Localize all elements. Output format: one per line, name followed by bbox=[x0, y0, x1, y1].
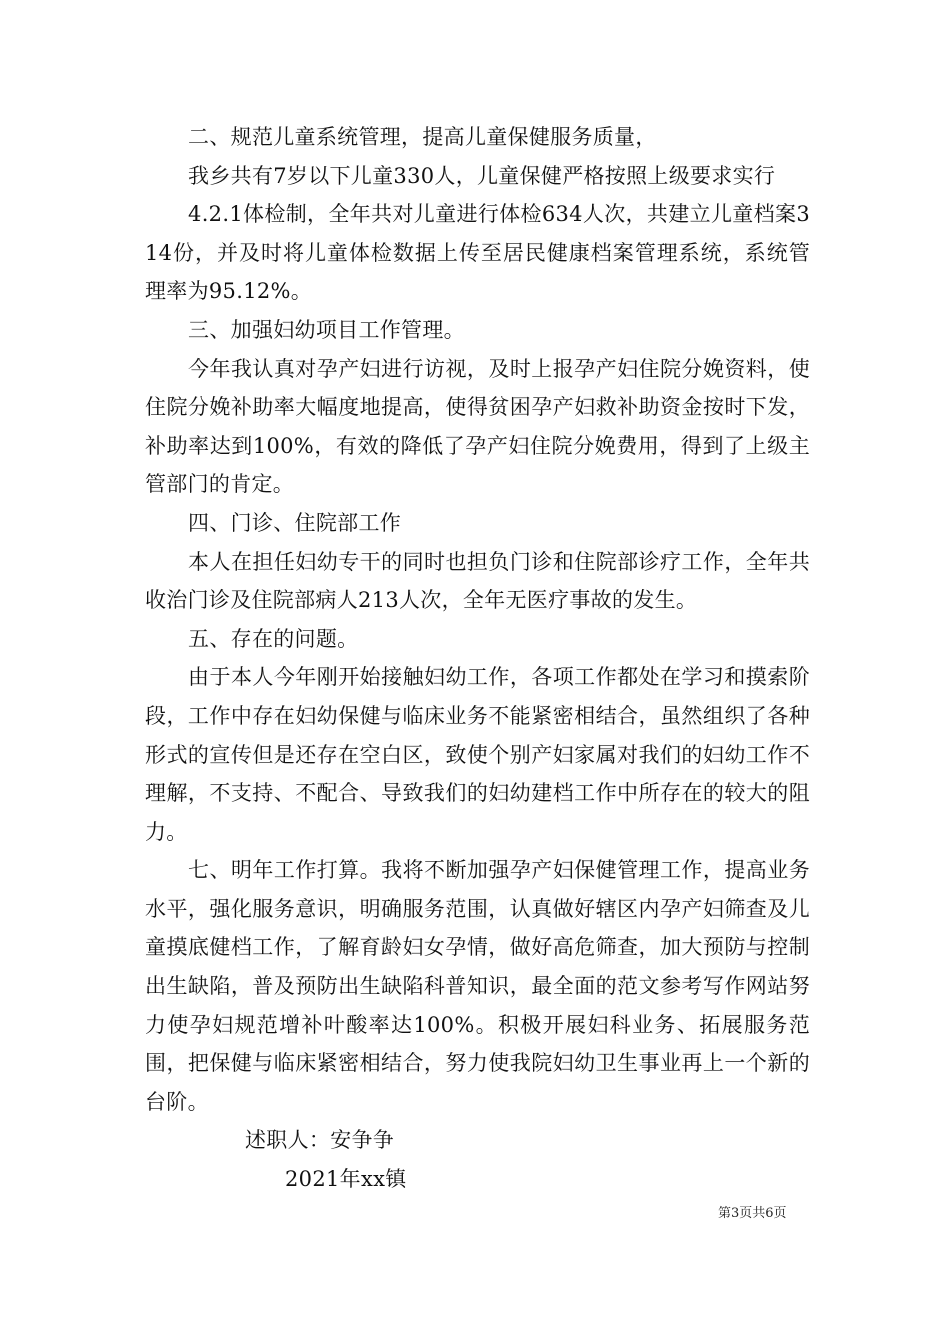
section-heading-children: 二、规范儿童系统管理，提高儿童保健服务质量， bbox=[188, 125, 657, 149]
document-body bbox=[145, 118, 810, 1199]
paragraph-children-checkup: 4.2.1体检制，全年共对儿童进行体检634人次，共建立儿童档案314份，并及时将儿童体检数据上传至居民健康档案管理系统，系统管理率为95.12%。 bbox=[145, 202, 810, 304]
paragraph-next-year-plan: 七、明年工作打算。我将不断加强孕产妇保健管理工作，提高业务水平，强化服务意识，明确服务范围，认真做好辖区内孕产妇筛查及儿童摸底健档工作，了解育龄妇女孕情，做好高危筛查，加大预防与控制出生缺陷，普及预防出生缺陷科普知识，最全面的范文参考写作网站努力使孕妇规范增补叶酸率达100%。积极开展妇科业务、拓展服务范围，把保健与临床紧密相结合，努力使我院妇幼卫生事业再上一个新的台阶。 bbox=[145, 858, 810, 1114]
section-heading-problems: 五、存在的问题。 bbox=[188, 626, 359, 651]
paragraph-children-intro: 我乡共有7岁以下儿童330人，儿童保健严格按照上级要求实行 bbox=[188, 163, 776, 188]
section-heading-clinic: 四、门诊、住院部工作 bbox=[188, 510, 402, 535]
date-line: 2021年xx镇 bbox=[285, 1167, 407, 1192]
paragraph-maternal: 今年我认真对孕产妇进行访视，及时上报孕产妇住院分娩资料，使住院分娩补助率大幅度地提高，使得贫困孕产妇救补助资金按时下发，补助率达到100%，有效的降低了孕产妇住院分娩费用，得到了上级主管部门的肯定。 bbox=[145, 356, 810, 497]
page-number: 第3页共6页 bbox=[718, 1206, 787, 1221]
section-heading-maternal: 三、加强妇幼项目工作管理。 bbox=[188, 317, 465, 342]
paragraph-problems: 由于本人今年刚开始接触妇幼工作，各项工作都处在学习和摸索阶段，工作中存在妇幼保健与临床业务不能紧密相结合，虽然组织了各种形式的宣传但是还存在空白区，致使个别产妇家属对我们的妇幼工作不理解，不支持、不配合、导致我们的妇幼建档工作中所存在的较大的阻力。 bbox=[145, 665, 810, 844]
paragraph-clinic: 本人在担任妇幼专干的同时也担负门诊和住院部诊疗工作，全年共收治门诊及住院部病人213人次，全年无医疗事故的发生。 bbox=[145, 549, 810, 613]
signature: 述职人：安争争 bbox=[245, 1128, 395, 1153]
